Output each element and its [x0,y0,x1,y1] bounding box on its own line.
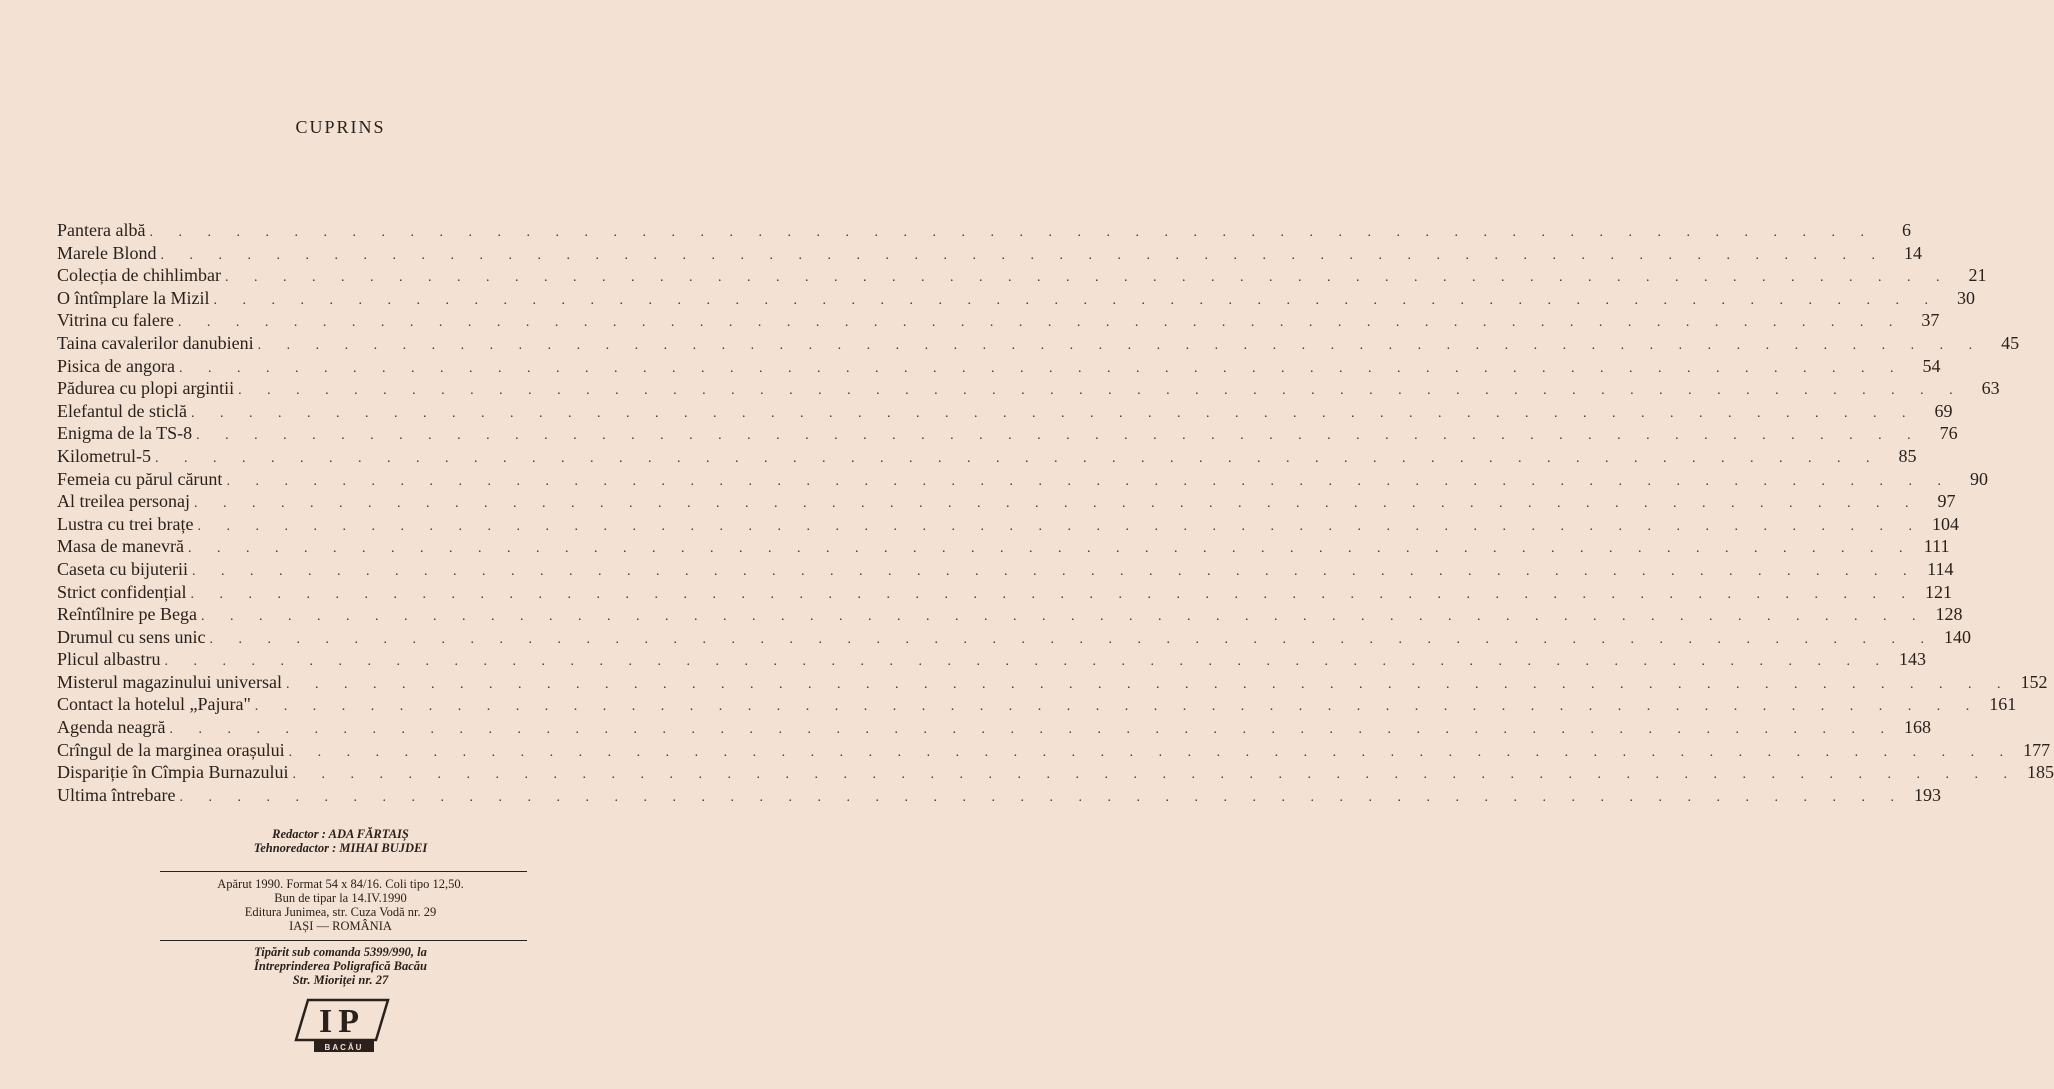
toc-entry-title: Kilometrul-5 [57,445,151,466]
toc-entry-page: 121 [1924,581,1952,602]
printer-logo [292,996,392,1054]
toc-entry [57,693,2017,716]
dot-leader: . . . . . . . . . . . . . . . . . . . . . . . . . . . . . . . . . . . . . . . . . . . . . . . . . . . . . . . . . . . . [238,383,1964,399]
dot-leader: . . . . . . . . . . . . . . . . . . . . . . . . . . . . . . . . . . . . . . . . . . . . . . . . . . . . . . . . . . . . [288,744,2015,760]
toc-entry [57,355,1941,378]
toc-entry-title: Strict confidențial [57,581,187,602]
toc-entry-page: 21 [1968,265,1987,286]
imprint-line: Apărut 1990. Format 54 x 84/16. Coli tipo 12,50. [217,877,464,891]
dot-leader: . . . . . . . . . . . . . . . . . . . . . . . . . . . . . . . . . . . . . . . . . . . . . . . . . . . . . . . . . . . . [213,292,1939,308]
toc-entry-title: Misterul magazinului universal [57,671,282,692]
toc-entry-page: 185 [2026,762,2054,783]
toc-entry-page: 128 [1935,604,1963,625]
toc-entry-page: 63 [1981,378,2000,399]
toc-entry [57,784,1941,807]
toc-entry-title: Reîntîlnire pe Bega [57,604,197,625]
toc-entry-page: 161 [1989,694,2017,715]
toc-entry [57,377,2000,400]
toc-entry-page: 54 [1922,355,1941,376]
printer-info [0,945,681,987]
toc-entry-page: 111 [1923,536,1950,557]
printer-line: Str. Mioriței nr. 27 [292,973,389,987]
dot-leader: . . . . . . . . . . . . . . . . . . . . . . . . . . . . . . . . . . . . . . . . . . . . . . . . . . . . . . . . . . . . [190,586,1916,602]
dot-leader: . . . . . . . . . . . . . . . . . . . . . . . . . . . . . . . . . . . . . . . . . . . . . . . . . . . . . . . . . . . . [254,699,1981,715]
toc-entry-title: Enigma de la TS-8 [57,423,193,444]
toc-entry [57,422,1958,445]
toc-entry-page: 85 [1898,445,1917,466]
dot-leader: . . . . . . . . . . . . . . . . . . . . . . . . . . . . . . . . . . . . . . . . . . . . . . . . . . . . . . . . . . . . [197,518,1923,534]
dot-leader: . . . . . . . . . . . . . . . . . . . . . . . . . . . . . . . . . . . . . . . . . . . . . . . . . . . . . . . . . . . . [179,789,1905,805]
printer-line: Tipărit sub comanda 5399/990, la [254,945,427,959]
logo-city: BACĂU [324,1043,364,1052]
toc-entry [57,535,1950,558]
toc-entry-title: Agenda neagră [57,717,166,738]
toc-entry-page: 97 [1937,491,1956,512]
toc-entry-title: Drumul cu sens unic [57,626,206,647]
toc-entry-title: Dispariție în Cîmpia Burnazului [57,762,289,783]
toc-entry-page: 143 [1898,649,1926,670]
toc-entry [57,332,2020,355]
dot-leader: . . . . . . . . . . . . . . . . . . . . . . . . . . . . . . . . . . . . . . . . . . . . . . . . . . . . . . . . . . . . [191,563,1918,579]
toc-entry [57,648,1926,671]
toc-entry-title: Elefantul de sticlă [57,400,187,421]
dot-leader: . . . . . . . . . . . . . . . . . . . . . . . . . . . . . . . . . . . . . . . . . . . . . . . . . . . . . . . . . . . . [257,337,1984,353]
toc-entry [57,309,1940,332]
dot-leader: . . . . . . . . . . . . . . . . . . . . . . . . . . . . . . . . . . . . . . . . . . . . . . . . . . . . . . . . . . . . [193,496,1920,512]
toc-entry-title: Pisica de angora [57,355,175,376]
toc-entry-title: Masa de manevră [57,536,184,557]
toc-entry [57,716,1931,739]
imprint-line: Bun de tipar la 14.IV.1990 [274,891,407,905]
toc-entry-title: Marele Blond [57,242,157,263]
toc-entry [57,445,1917,468]
divider [160,940,527,941]
toc-entry-page: 90 [1969,468,1988,489]
dot-leader: . . . . . . . . . . . . . . . . . . . . . . . . . . . . . . . . . . . . . . . . . . . . . . . . . . . . . . . . . . . . [285,676,2012,692]
dot-leader: . . . . . . . . . . . . . . . . . . . . . . . . . . . . . . . . . . . . . . . . . . . . . . . . . . . . . . . . . . . . [200,609,1927,625]
dot-leader: . . . . . . . . . . . . . . . . . . . . . . . . . . . . . . . . . . . . . . . . . . . . . . . . . . . . . . . . . . . . [292,767,2018,783]
toc-entry-title: Taina cavalerilor danubieni [57,332,254,353]
toc-entry [57,626,1971,649]
toc-entry-page: 45 [2001,332,2020,353]
toc-entry [57,513,1959,536]
dot-leader: . . . . . . . . . . . . . . . . . . . . . . . . . . . . . . . . . . . . . . . . . . . . . . . . . . . . . . . . . . . . [226,473,1952,489]
dot-leader: . . . . . . . . . . . . . . . . . . . . . . . . . . . . . . . . . . . . . . . . . . . . . . . . . . . . . . . . . . . . [190,405,1917,421]
toc-entry [57,490,1956,513]
dot-leader: . . . . . . . . . . . . . . . . . . . . . . . . . . . . . . . . . . . . . . . . . . . . . . . . . . . . . . . . . . . . [154,450,1881,466]
toc-entry-title: Plicul albastru [57,649,161,670]
toc-entry-page: 177 [2023,739,2051,760]
toc-entry-page: 76 [1939,423,1958,444]
divider [160,871,527,872]
toc-entry [57,242,1922,265]
toc-entry [57,581,1952,604]
page-title: CUPRINS [295,117,386,137]
toc-entry-page: 168 [1903,717,1931,738]
toc-entry-page: 140 [1943,626,1971,647]
dot-leader: . . . . . . . . . . . . . . . . . . . . . . . . . . . . . . . . . . . . . . . . . . . . . . . . . . . . . . . . . . . . [160,247,1886,263]
toc-entry-page: 152 [2020,671,2048,692]
toc-entry [57,671,2048,694]
toc-entry-title: O întîmplare la Mizil [57,287,210,308]
dot-leader: . . . . . . . . . . . . . . . . . . . . . . . . . . . . . . . . . . . . . . . . . . . . . . . . . . . . . . . . . . . . [209,631,1935,647]
toc-entry [57,603,1963,626]
dot-leader: . . . . . . . . . . . . . . . . . . . . . . . . . . . . . . . . . . . . . . . . . . . . . . . . . . . . . . . . . . . . [169,722,1895,738]
dot-leader: . . . . . . . . . . . . . . . . . . . . . . . . . . . . . . . . . . . . . . . . . . . . . . . . . . . . . . . . . . . . [177,315,1904,331]
dot-leader: . . . . . . . . . . . . . . . . . . . . . . . . . . . . . . . . . . . . . . . . . . . . . . . . . . . . . . . . . . . . [149,225,1875,240]
toc-entry-page: 14 [1903,242,1922,263]
toc-entry-title: Lustra cu trei brațe [57,513,194,534]
dot-leader: . . . . . . . . . . . . . . . . . . . . . . . . . . . . . . . . . . . . . . . . . . . . . . . . . . . . . . . . . . . . [196,428,1922,444]
toc-entry [57,739,2051,762]
dot-leader: . . . . . . . . . . . . . . . . . . . . . . . . . . . . . . . . . . . . . . . . . . . . . . . . . . . . . . . . . . . . [178,360,1905,376]
imprint-line: IAȘI — ROMÂNIA [289,919,392,933]
toc-entry [57,761,2054,784]
editor-credits [0,827,681,855]
toc-entry [57,219,1911,242]
tehnoredactor-line: Tehnoredactor : MIHAI BUJDEI [253,841,428,855]
printer-line: Întreprinderea Poligrafică Bacău [254,959,427,973]
imprint-line: Editura Junimea, str. Cuza Vodă nr. 29 [244,905,437,919]
toc-entry-page: 30 [1956,287,1975,308]
toc-entry-title: Contact la hotelul „Pajura" [57,694,251,715]
toc-entry-title: Pantera albă [57,220,146,240]
toc-entry-title: Al treilea personaj [57,491,190,512]
toc-entry-title: Colecția de chihlimbar [57,265,221,286]
toc-entry-page: 69 [1934,400,1953,421]
toc-entry-title: Caseta cu bijuterii [57,558,188,579]
toc-entry [57,400,1953,423]
toc-entry [57,558,1954,581]
publishing-imprint [0,877,681,933]
toc-entry-page: 37 [1921,310,1940,331]
toc-entry-page: 193 [1913,784,1941,805]
dot-leader: . . . . . . . . . . . . . . . . . . . . . . . . . . . . . . . . . . . . . . . . . . . . . . . . . . . . . . . . . . . . [164,654,1890,670]
dot-leader: . . . . . . . . . . . . . . . . . . . . . . . . . . . . . . . . . . . . . . . . . . . . . . . . . . . . . . . . . . . . [187,541,1914,557]
toc-entry [57,287,1975,310]
toc-entry-title: Ultima întrebare [57,784,176,805]
toc-entry-title: Crîngul de la marginea orașului [57,739,285,760]
toc-entry-title: Femeia cu părul cărunt [57,468,223,489]
toc-entry-page: 6 [1901,220,1911,240]
toc-entry-page: 114 [1927,558,1954,579]
dot-leader: . . . . . . . . . . . . . . . . . . . . . . . . . . . . . . . . . . . . . . . . . . . . . . . . . . . . . . . . . . . . [224,270,1951,286]
toc-entry [57,264,1987,287]
logo-letters: IP [319,1003,365,1040]
toc-entry-title: Pădurea cu plopi argintii [57,378,235,399]
toc-entry [57,468,1988,491]
table-of-contents [57,219,2054,806]
redactor-line: Redactor : ADA FĂRTAIȘ [272,827,409,841]
toc-entry-page: 104 [1931,513,1959,534]
toc-entry-title: Vitrina cu falere [57,310,174,331]
